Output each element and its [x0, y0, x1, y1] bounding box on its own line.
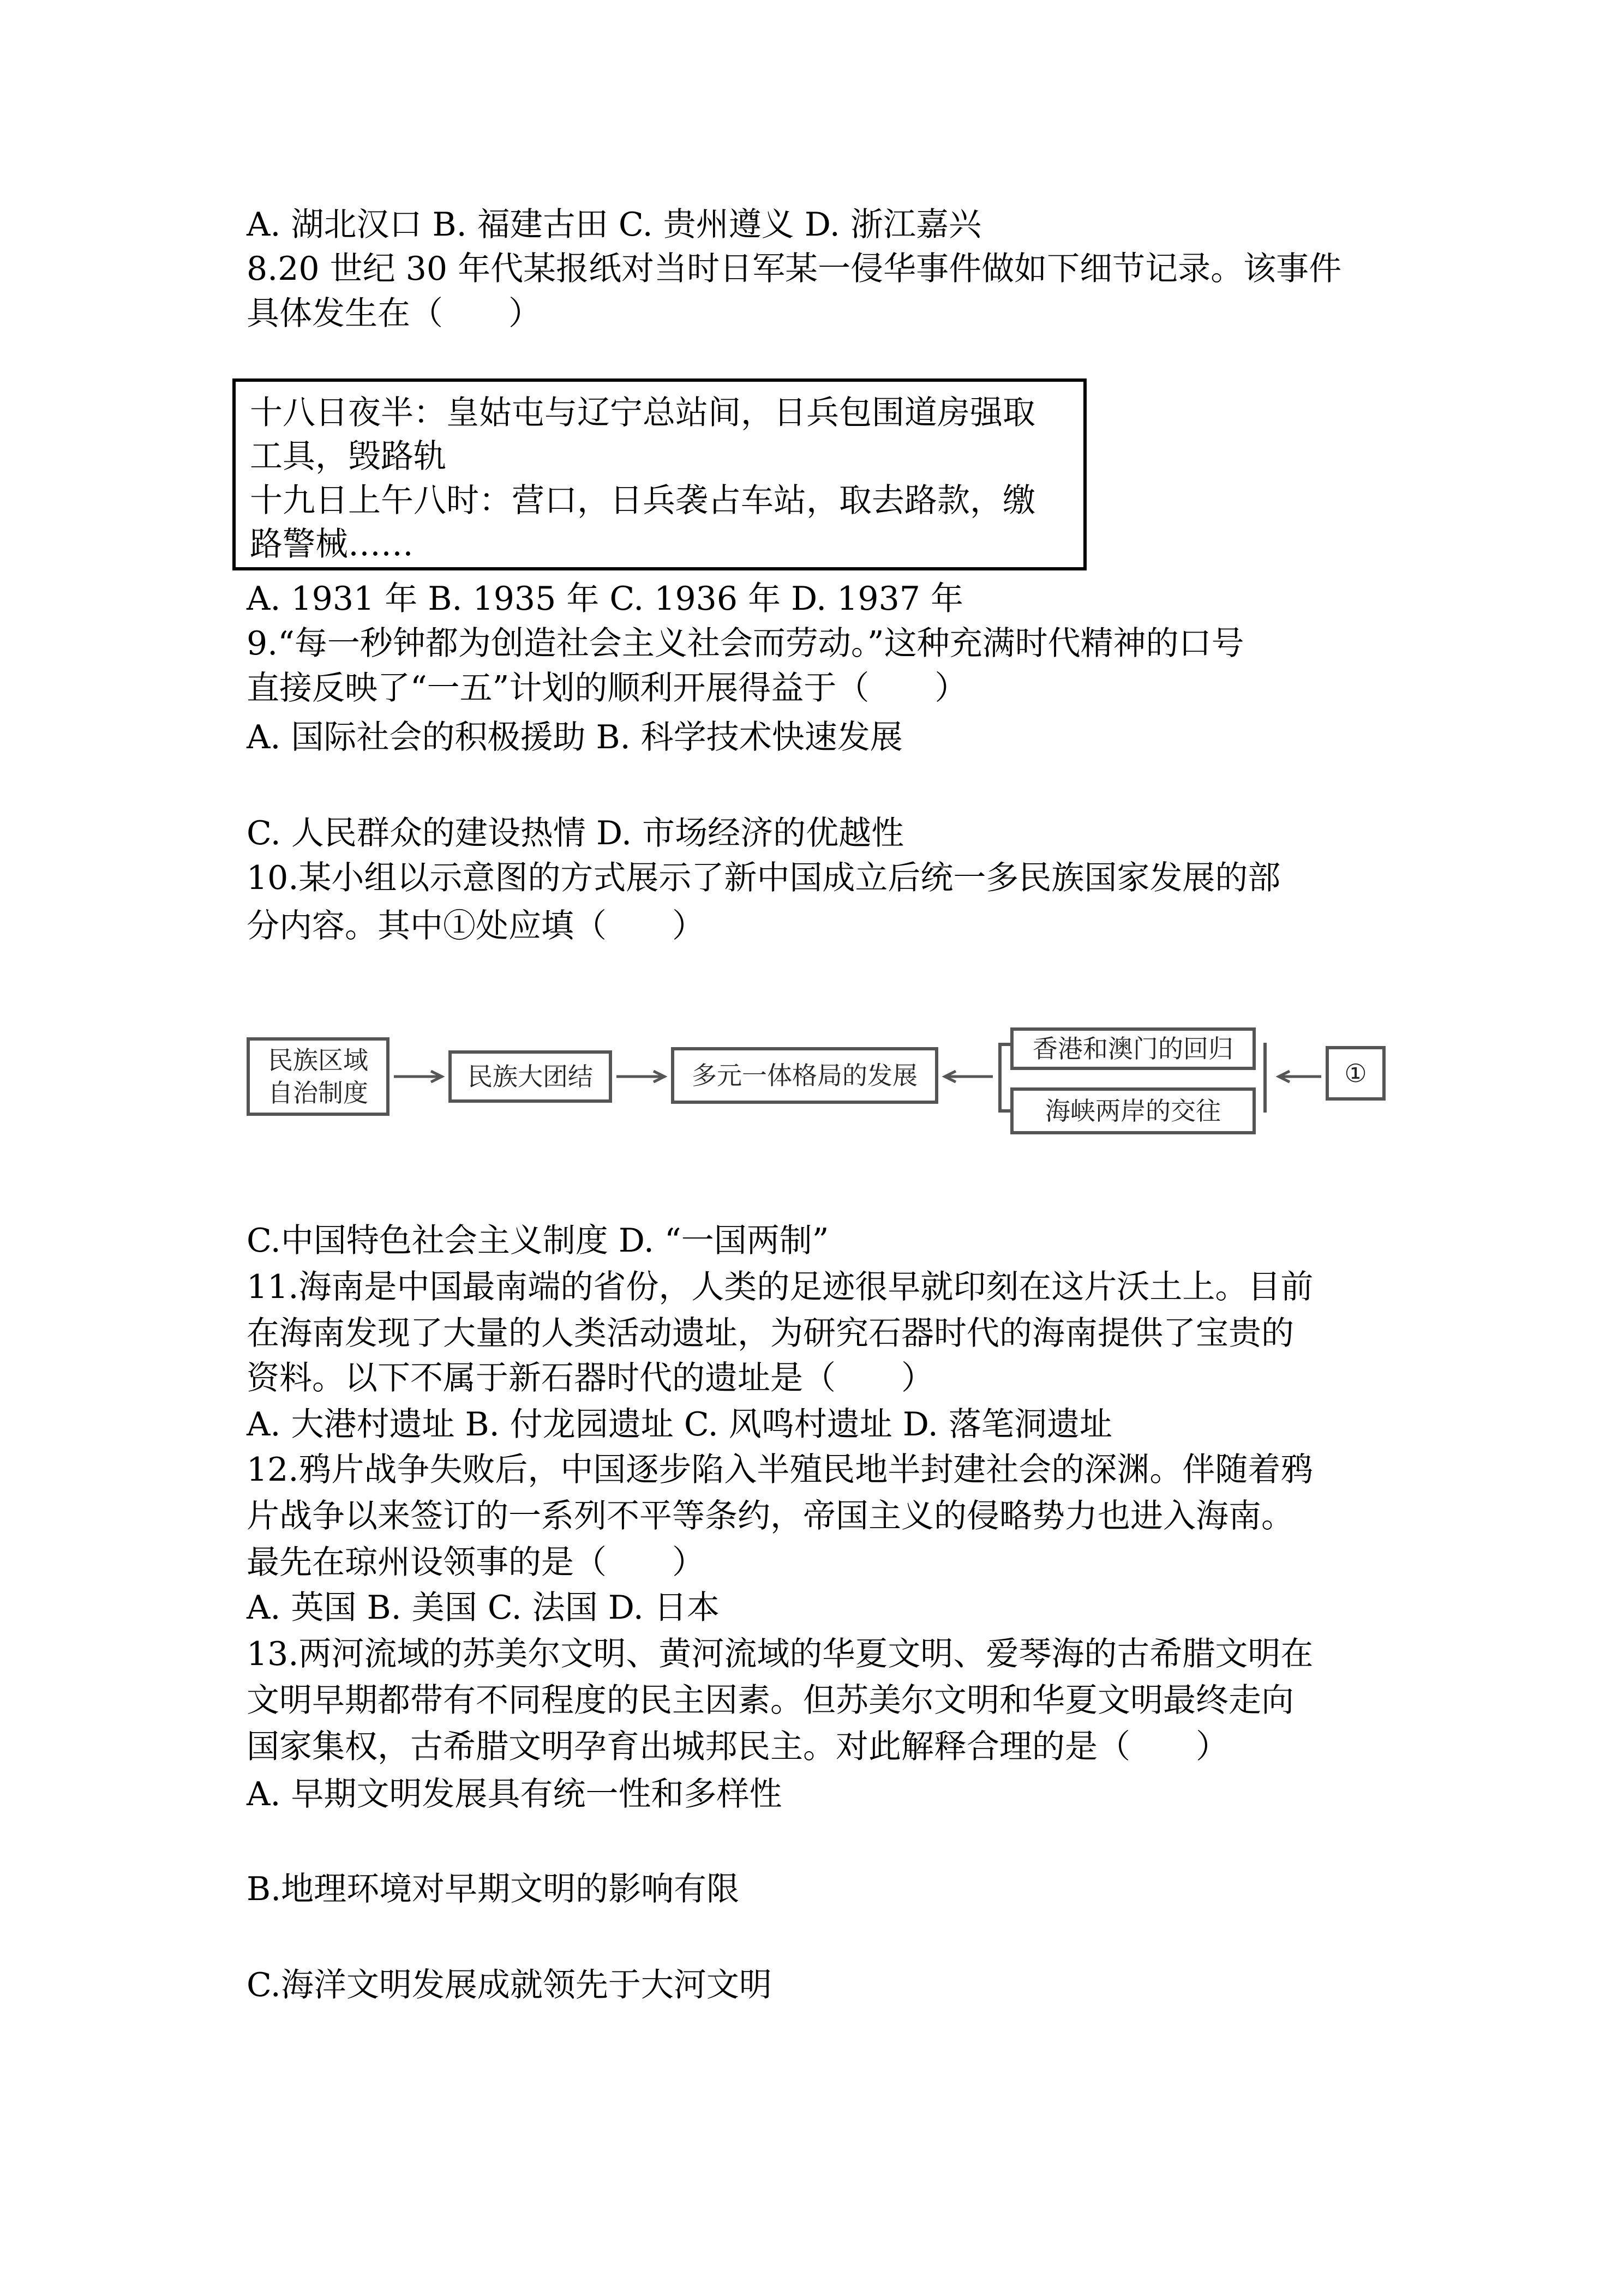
- q12-options: A. 英国 B. 美国 C. 法国 D. 日本: [247, 1589, 720, 1627]
- diagram-brace-top: [998, 1043, 1010, 1046]
- q11-options: A. 大港村遗址 B. 付龙园遗址 C. 风鸣村遗址 D. 落笔洞遗址: [247, 1405, 1112, 1444]
- diagram-box-unity: 民族大团结: [448, 1050, 612, 1103]
- q10-options: C.中国特色社会主义制度 D. “一国两制”: [247, 1222, 829, 1260]
- q8-options: A. 1931 年 B. 1935 年 C. 1936 年 D. 1937 年: [247, 580, 964, 618]
- q9-stem-line-1: 9.“每一秒钟都为创造社会主义社会而劳动。”这种充满时代精神的口号: [247, 624, 1244, 663]
- q12-stem-line-1: 12.鸦片战争失败后，中国逐步陷入半殖民地半封建社会的深渊。伴随着鸦: [247, 1451, 1314, 1489]
- arrow-left-icon: [1275, 1070, 1322, 1083]
- diagram-box-blank: ①: [1326, 1046, 1386, 1101]
- excerpt-line-3: 十九日上午八时：营口，日兵袭占车站，取去路款，缴: [250, 482, 1035, 520]
- q13-option-b: B.地理环境对早期文明的影响有限: [247, 1870, 740, 1908]
- q9-options-cd: C. 人民群众的建设热情 D. 市场经济的优越性: [247, 814, 904, 852]
- q13-stem-line-1: 13.两河流域的苏美尔文明、黄河流域的华夏文明、爱琴海的古希腊文明在: [247, 1635, 1314, 1673]
- q10-stem-line-2: 分内容。其中①处应填（ ）: [247, 907, 705, 945]
- q7-options: A. 湖北汉口 B. 福建古田 C. 贵州遵义 D. 浙江嘉兴: [247, 206, 981, 244]
- diagram-brace-right: [1263, 1043, 1267, 1113]
- q9-options-ab: A. 国际社会的积极援助 B. 科学技术快速发展: [247, 718, 903, 756]
- excerpt-line-4: 路警械……: [250, 525, 414, 563]
- q11-stem-line-3: 资料。以下不属于新石器时代的遗址是（ ）: [247, 1359, 934, 1397]
- arrow-left-icon: [942, 1070, 994, 1083]
- q8-stem-line-2: 具体发生在（ ）: [247, 294, 541, 333]
- diagram-box-strait: 海峡两岸的交往: [1010, 1087, 1256, 1134]
- diagram-brace-bottom: [998, 1109, 1010, 1113]
- q13-stem-line-3: 国家集权，古希腊文明孕育出城邦民主。对此解释合理的是（ ）: [247, 1728, 1229, 1766]
- q12-stem-line-3: 最先在琼州设领事的是（ ）: [247, 1543, 705, 1582]
- excerpt-line-2: 工具，毁路轨: [250, 437, 446, 476]
- q9-stem-line-2: 直接反映了“一五”计划的顺利开展得益于（ ）: [247, 669, 968, 707]
- q8-stem-line-1: 8.20 世纪 30 年代某报纸对当时日军某一侵华事件做如下细节记录。该事件: [247, 250, 1342, 288]
- ethnic-unity-diagram: [240, 1020, 1391, 1151]
- arrow-right-icon: [615, 1070, 668, 1083]
- newspaper-excerpt-box: [232, 378, 1087, 570]
- q11-stem-line-2: 在海南发现了大量的人类活动遗址，为研究石器时代的海南提供了宝贵的: [247, 1314, 1294, 1353]
- q10-stem-line-1: 10.某小组以示意图的方式展示了新中国成立后统一多民族国家发展的部: [247, 859, 1281, 897]
- diagram-box-pattern: 多元一体格局的发展: [671, 1047, 938, 1104]
- q13-option-a: A. 早期文明发展具有统一性和多样性: [247, 1775, 782, 1813]
- q13-option-c: C.海洋文明发展成就领先于大河文明: [247, 1966, 772, 2004]
- q13-stem-line-2: 文明早期都带有不同程度的民主因素。但苏美尔文明和华夏文明最终走向: [247, 1681, 1294, 1720]
- diagram-brace: [998, 1043, 1002, 1113]
- diagram-box-hk-macau: 香港和澳门的回归: [1010, 1027, 1256, 1070]
- q12-stem-line-2: 片战争以来签订的一系列不平等条约，帝国主义的侵略势力也进入海南。: [247, 1497, 1294, 1535]
- excerpt-line-1: 十八日夜半：皇姑屯与辽宁总站间，日兵包围道房强取: [250, 394, 1035, 432]
- q11-stem-line-1: 11.海南是中国最南端的省份，人类的足迹很早就印刻在这片沃土上。目前: [247, 1268, 1314, 1306]
- arrow-right-icon: [393, 1070, 445, 1083]
- diagram-box-autonomy: 民族区域 自治制度: [247, 1037, 389, 1116]
